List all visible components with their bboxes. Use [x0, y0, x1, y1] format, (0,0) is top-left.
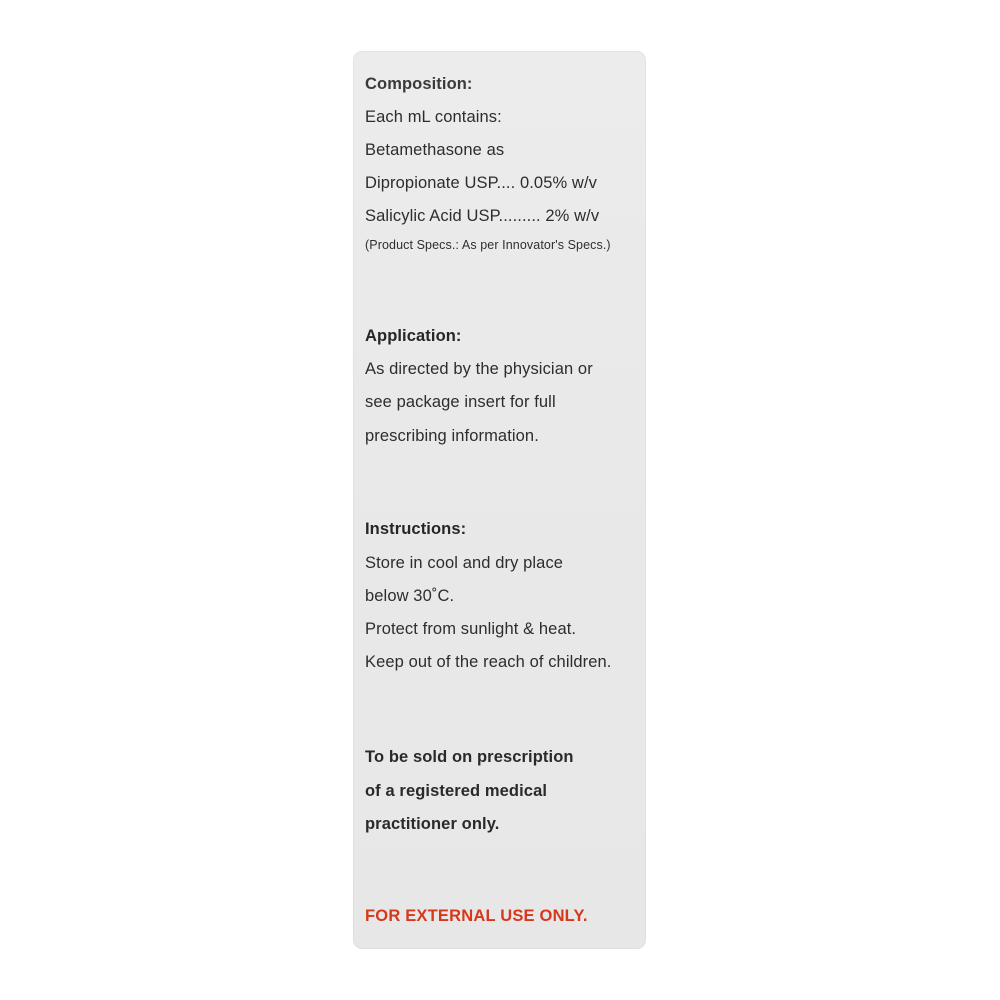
- instructions-line-storage: Store in cool and dry place: [365, 554, 564, 572]
- instructions-line-sunlight: Protect from sunlight & heat.: [365, 620, 577, 638]
- prescription-notice-line-3: practitioner only.: [365, 815, 500, 833]
- application-line-3: prescribing information.: [365, 427, 539, 445]
- prescription-notice-line-2: of a registered medical: [365, 782, 548, 800]
- composition-line-dipropionate: Dipropionate USP.... 0.05% w/v: [365, 174, 597, 192]
- composition-line-each-ml: Each mL contains:: [365, 108, 502, 126]
- composition-line-salicylic-acid: Salicylic Acid USP......... 2% w/v: [365, 207, 600, 225]
- prescription-notice-line-1: To be sold on prescription: [365, 748, 574, 766]
- application-heading: Application:: [365, 327, 462, 345]
- application-line-2: see package insert for full: [365, 393, 556, 411]
- application-line-1: As directed by the physician or: [365, 360, 593, 378]
- composition-line-betamethasone: Betamethasone as: [365, 141, 505, 159]
- external-use-warning: FOR EXTERNAL USE ONLY.: [365, 907, 588, 925]
- instructions-line-temperature: below 30˚C.: [365, 587, 455, 605]
- composition-heading: Composition:: [365, 75, 473, 93]
- instructions-line-children: Keep out of the reach of children.: [365, 653, 612, 671]
- composition-specs-note: (Product Specs.: As per Innovator's Specs.): [365, 238, 611, 252]
- instructions-heading: Instructions:: [365, 520, 467, 538]
